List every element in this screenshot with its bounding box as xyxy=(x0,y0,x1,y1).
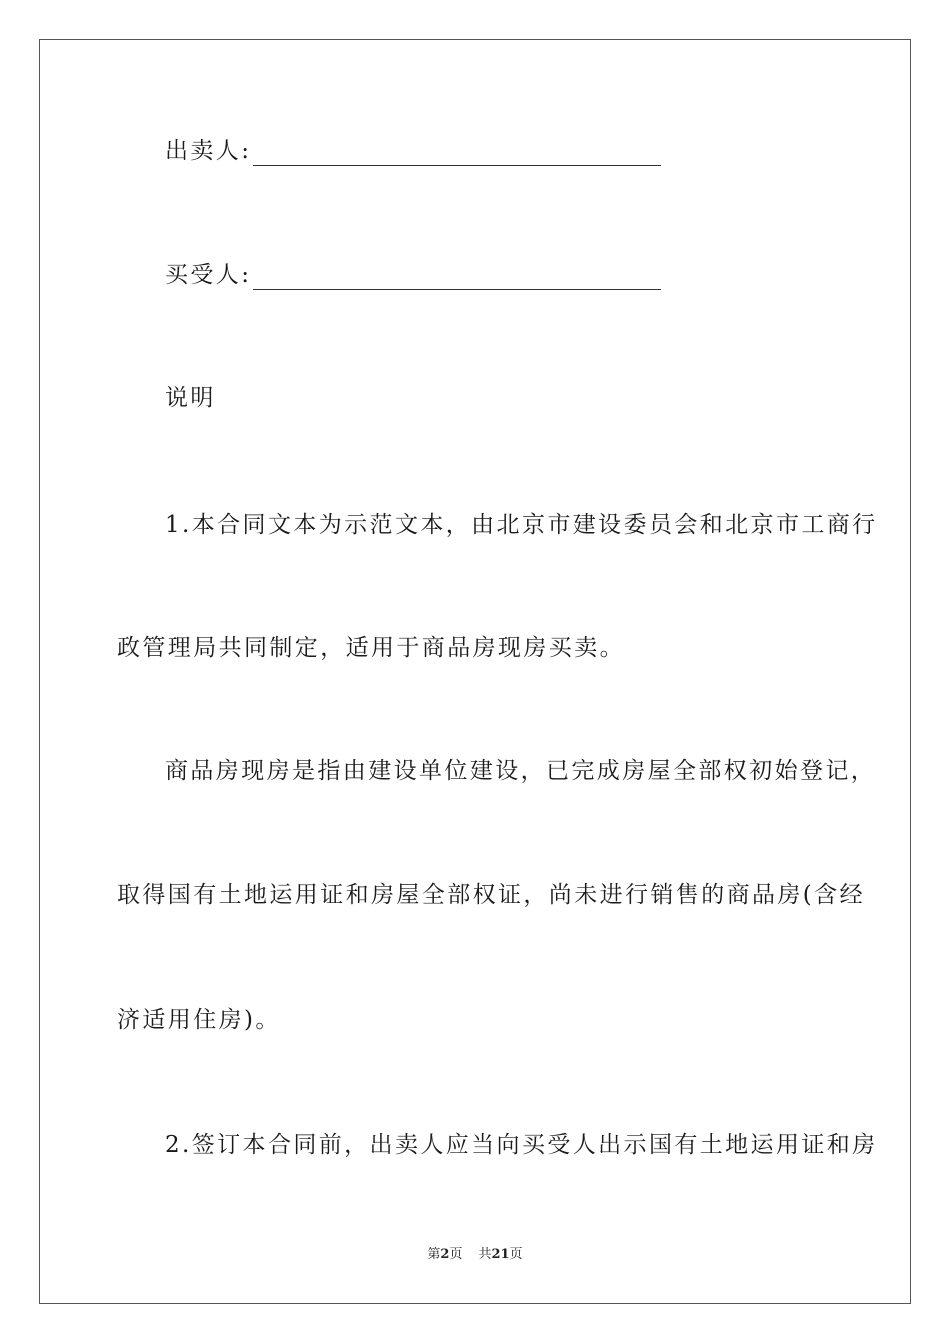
page-border xyxy=(39,39,911,1304)
paragraph-line: 取得国有土地运用证和房屋全部权证，尚未进行销售的商品房(含经 xyxy=(117,882,865,908)
paragraph-line: 政管理局共同制定，适用于商品房现房买卖。 xyxy=(117,635,625,661)
seller-label: 出卖人: xyxy=(165,138,252,164)
page-prefix: 第 xyxy=(427,1247,441,1262)
total-pages: 21 xyxy=(491,1247,510,1262)
total-suffix: 页 xyxy=(509,1247,523,1262)
paragraph-line: 2.签订本合同前，出卖人应当向买受人出示国有土地运用证和房 xyxy=(165,1132,878,1158)
paragraph-line: 1.本合同文本为示范文本，由北京市建设委员会和北京市工商行 xyxy=(165,512,878,538)
paragraph-line: 济适用住房)。 xyxy=(117,1007,281,1033)
buyer-row xyxy=(165,260,661,290)
buyer-blank-line xyxy=(253,265,661,290)
buyer-label: 买受人: xyxy=(165,262,252,288)
section-heading: 说明 xyxy=(165,385,216,411)
page-footer xyxy=(0,1246,950,1264)
seller-blank-line xyxy=(253,141,661,166)
seller-row xyxy=(165,136,661,166)
paragraph-line: 商品房现房是指由建设单位建设，已完成房屋全部权初始登记， xyxy=(165,758,877,784)
page-suffix: 页 xyxy=(449,1247,463,1262)
total-prefix: 共 xyxy=(478,1247,492,1262)
page-number: 2 xyxy=(440,1247,450,1262)
